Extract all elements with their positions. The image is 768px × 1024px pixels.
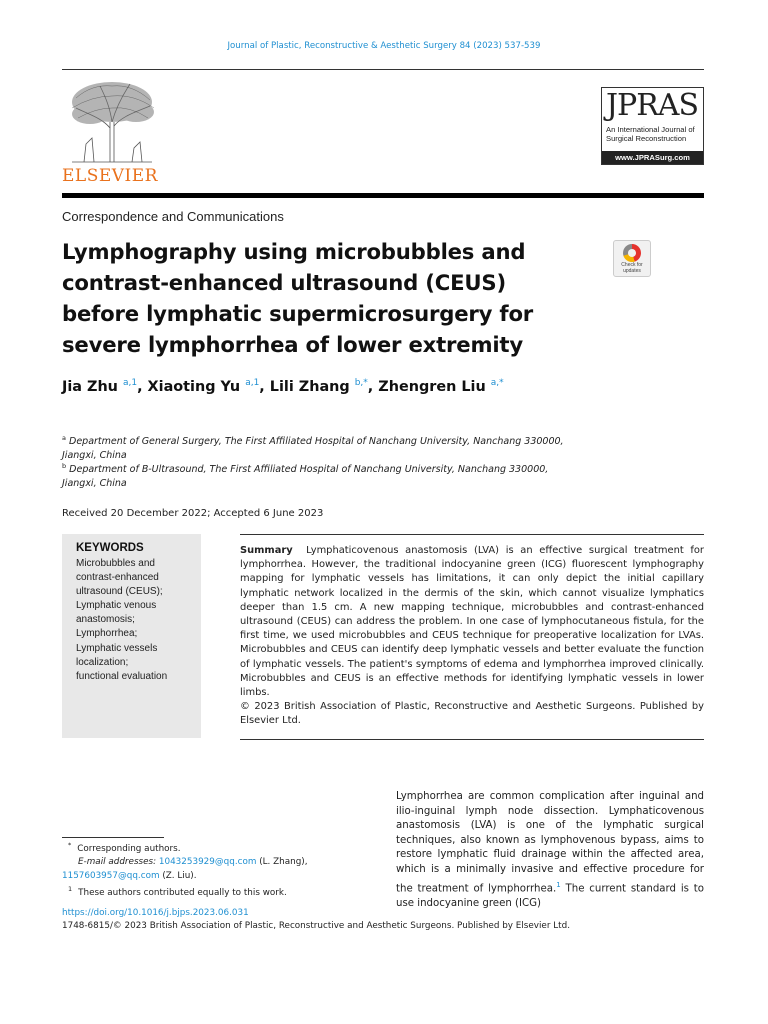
journal-citation-link[interactable]: Journal of Plastic, Reconstructive & Aesthetic Surgery 84 (2023) 537-539 [227,41,541,51]
footnote-rule [62,837,164,838]
check-for-updates-button[interactable] [613,240,651,277]
doi-link[interactable]: https://doi.org/10.1016/j.bjps.2023.06.031 [62,908,249,918]
reference-link[interactable]: 1 [556,880,561,889]
author-affiliation-mark[interactable]: a,1 [122,378,138,389]
abstract-top-rule [240,534,704,535]
abstract-summary [240,544,704,729]
body-text-column: Lymphorrhea are common complication after inguinal and ilio-inguinal lymph node dissection. Lymphaticovenous anastomosis (LVA) is one of the lymphatic surgical techniques, also known as lymphovenous bypass, aims to restore lymphatic fluid drainage within the affected area, which is a minimally invasive and effective procedure for the treatment of lymphorrhea.$^1$ The current standard is to use indocyanine green (ICG) [396,791,704,909]
keywords-title: KEYWORDS [76,542,144,554]
author-name[interactable]: Lili Zhang [269,379,350,395]
email-footnote: E-mail addresses: 1043253929@qq.com (L. Zhang), [78,857,308,868]
author-name[interactable]: Zhengren Liu [378,379,486,395]
jpras-logo-subtitle: An International Journal of Surgical Reconstruction [606,125,695,143]
footnotes [62,839,362,900]
keyword-line: Lymphatic venous [76,600,157,612]
keyword-line: contrast-enhanced [76,572,159,584]
email-link[interactable]: 1157603957@qq.com [62,870,160,881]
author-affiliation-mark[interactable]: b,* [354,378,368,389]
author-affiliation-mark[interactable]: a,1 [245,378,260,389]
jpras-logo-title: JPRAS [606,88,699,123]
author-name[interactable]: Jia Zhu [62,379,118,395]
check-updates-icon [623,244,641,262]
keyword-line: ultrasound (CEUS); [76,586,163,598]
keyword-line: anastomosis; [76,614,135,626]
equal-contribution-footnote: $^1$ These authors contributed equally to this work. [68,884,287,898]
article-title: Lymphography using microbubbles and contrast-enhanced ultrasound (CEUS) before lymphatic supermicrosurgery for severe lymphorrhea of lower extremity [62,239,534,357]
affiliation-a: $^a$ Department of General Surgery, The First Affiliated Hospital of Nanchang University, Nanchang 330000, Jiangxi, China [62,434,564,462]
summary-text: Lymphaticovenous anastomosis (LVA) is an effective surgical treatment for lymphorrhea. However, the traditional indocyanine green (ICG) fluorescent lymphography mapping for lymphatic vessels has limitations, it can only depict the initial capillary lymphatic network localized in the dermis of the skin, which cannot visualize lymphatics deeper than 1.5 cm. A new mapping technique, microbubbles and contrast-enhanced ultrasound (CEUS) can address the problem. In one case of lymphocutaneous fistula, for the first time, we used microbubbles and CEUS technique for preoperative localization for LVAs. Microbubbles and CEUS can identify deep lymphatic vessels and better evaluate the function of lymphatic vessels. The patient's symptoms of edema and lymphorrhea improved clinically. Microbubbles and CEUS is an effective methods for identifying lymphatic vessels in lower limbs. [240,545,704,699]
affiliation-b: $^b$ Department of B-Ultrasound, The First Affiliated Hospital of Nanchang University, Nanchang 330000, Jiangxi, China [62,462,549,490]
author-name[interactable]: Xiaoting Yu [147,379,241,395]
corresponding-footnote: * Corresponding authors. [68,841,181,854]
author-list: Jia Zhu $^{a,1}$, Xiaoting Yu $^{a,1}$, Lili Zhang $^{b,*}$, Zhengren Liu $^{a,*}$ [62,378,504,395]
keyword-line: Microbubbles and [76,558,155,569]
keywords-box [62,534,201,738]
keywords-list [76,557,198,684]
abstract-bottom-rule [240,739,704,740]
email-link[interactable]: 1043253929@qq.com [158,857,257,868]
keyword-line: functional evaluation [76,670,168,682]
jpras-journal-logo[interactable] [601,87,704,165]
keyword-line: Lymphatic vessels [76,642,158,654]
summary-heading: Summary [240,545,293,556]
check-updates-label: Check for updates [621,262,643,274]
keyword-line: localization; [76,656,129,668]
author-affiliation-mark[interactable]: a,* [490,378,504,389]
issn-copyright-line: 1748-6815/© 2023 British Association of Plastic, Reconstructive and Aesthetic Surgeons. Published by Elsevier Ltd. [62,921,570,931]
summary-copyright: © 2023 British Association of Plastic, Reconstructive and Aesthetic Surgeons. Published by Elsevier Ltd. [240,701,704,727]
email-footnote-cont: 1157603957@qq.com (Z. Liu). [62,870,197,881]
elsevier-wordmark: ELSEVIER [62,166,158,186]
section-label: Correspondence and Communications [62,209,284,224]
received-accepted-dates: Received 20 December 2022; Accepted 6 June 2023 [62,508,324,519]
keyword-line: Lymphorrhea; [76,628,138,640]
header-divider [62,69,704,70]
masthead-rule [62,193,704,198]
jpras-logo-url: www.JPRASurg.com [602,151,703,164]
